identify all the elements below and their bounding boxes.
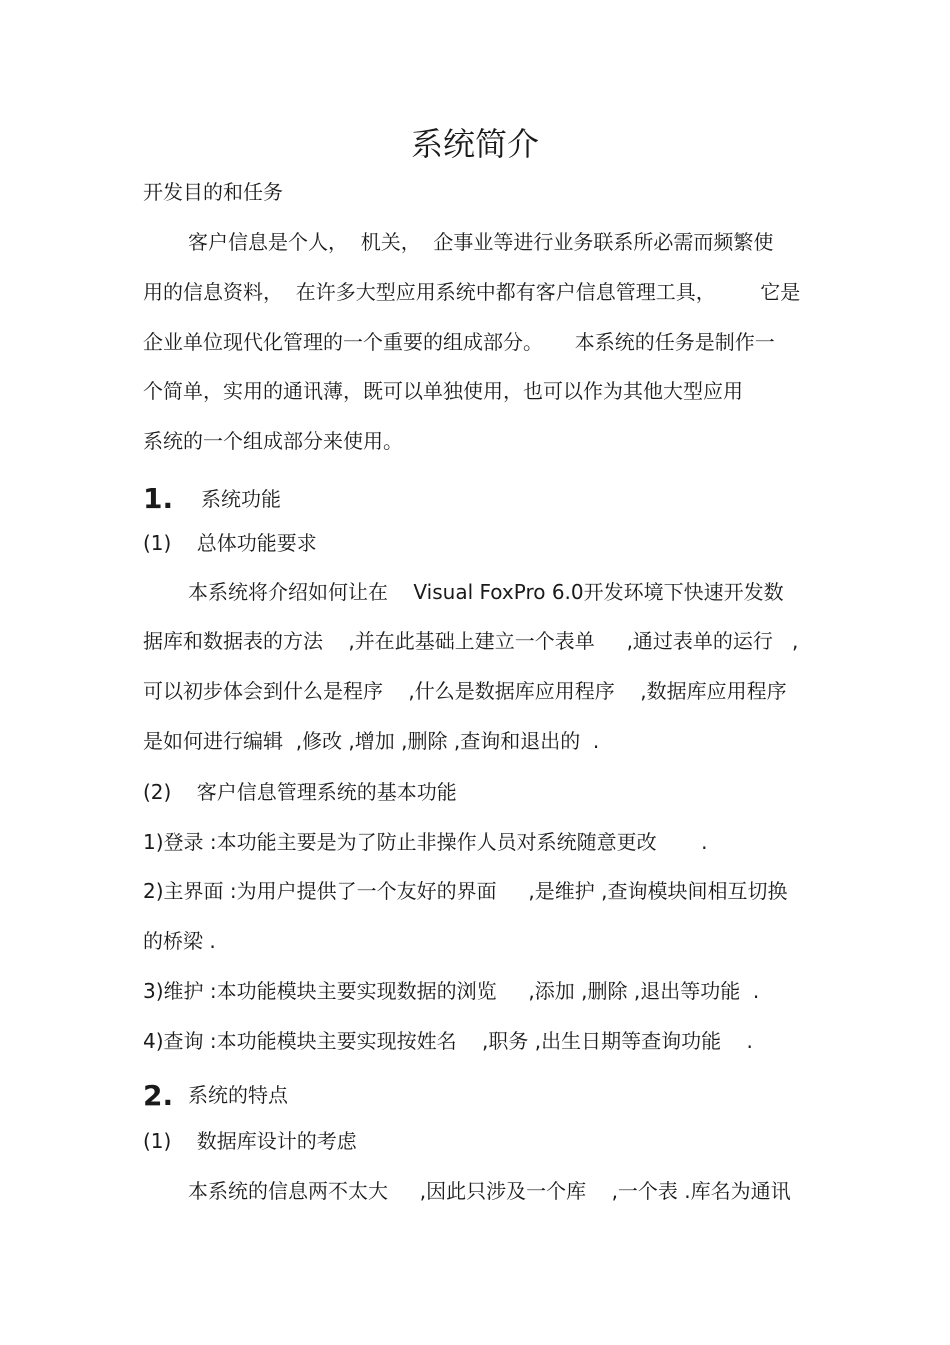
intro-line-4: 个简单，实用的通讯薄，既可以单独使用，也可以作为其他大型应用: [143, 379, 743, 403]
s1-para-line-4: 是如何进行编辑 ,修改 ,增加 ,删除 ,查询和退出的 .: [143, 729, 600, 753]
section-1-sub-1: (1) 总体功能要求: [143, 531, 317, 555]
function-item-maintain: 3)维护 :本功能模块主要实现数据的浏览 ,添加 ,删除 ,退出等功能 .: [143, 979, 760, 1003]
section-2-sub-1: (1) 数据库设计的考虑: [143, 1129, 357, 1153]
function-item-main: 2)主界面 :为用户提供了一个友好的界面 ,是维护 ,查询模块间相互切换: [143, 879, 788, 903]
s1-para-line-1: 本系统将介绍如何让在 Visual FoxPro 6.0开发环境下快速开发数: [188, 580, 784, 604]
function-item-main-cont: 的桥梁 .: [143, 929, 216, 953]
section-1-heading: 系统功能: [201, 487, 281, 511]
intro-heading: 开发目的和任务: [143, 180, 283, 204]
intro-line-5: 系统的一个组成部分来使用。: [143, 429, 403, 453]
function-item-query: 4)查询 :本功能模块主要实现按姓名 ,职务 ,出生日期等查询功能 .: [143, 1029, 753, 1053]
section-2-heading: 系统的特点: [188, 1083, 288, 1107]
page-title: 系统简介: [410, 125, 539, 163]
intro-line-2: 用的信息资料， 在许多大型应用系统中都有客户信息管理工具， 它是: [143, 280, 801, 304]
intro-line-1: 客户信息是个人， 机关， 企事业等进行业务联系所必需而频繁使: [188, 230, 774, 254]
function-item-login: 1)登录 :本功能主要是为了防止非操作人员对系统随意更改 .: [143, 830, 708, 854]
s1-para-line-2: 据库和数据表的方法 ,并在此基础上建立一个表单 ,通过表单的运行 ,: [143, 629, 799, 653]
section-1-sub-2: (2) 客户信息管理系统的基本功能: [143, 780, 457, 804]
s1-para-line-3: 可以初步体会到什么是程序 ,什么是数据库应用程序 ,数据库应用程序: [143, 679, 787, 703]
s2-para-line-1: 本系统的信息两不太大 ,因此只涉及一个库 ,一个表 .库名为通讯: [188, 1179, 791, 1203]
section-1-number: 1.: [143, 482, 174, 515]
intro-line-3: 企业单位现代化管理的一个重要的组成部分。 本系统的任务是制作一: [143, 330, 775, 354]
section-2-number: 2.: [143, 1079, 174, 1112]
